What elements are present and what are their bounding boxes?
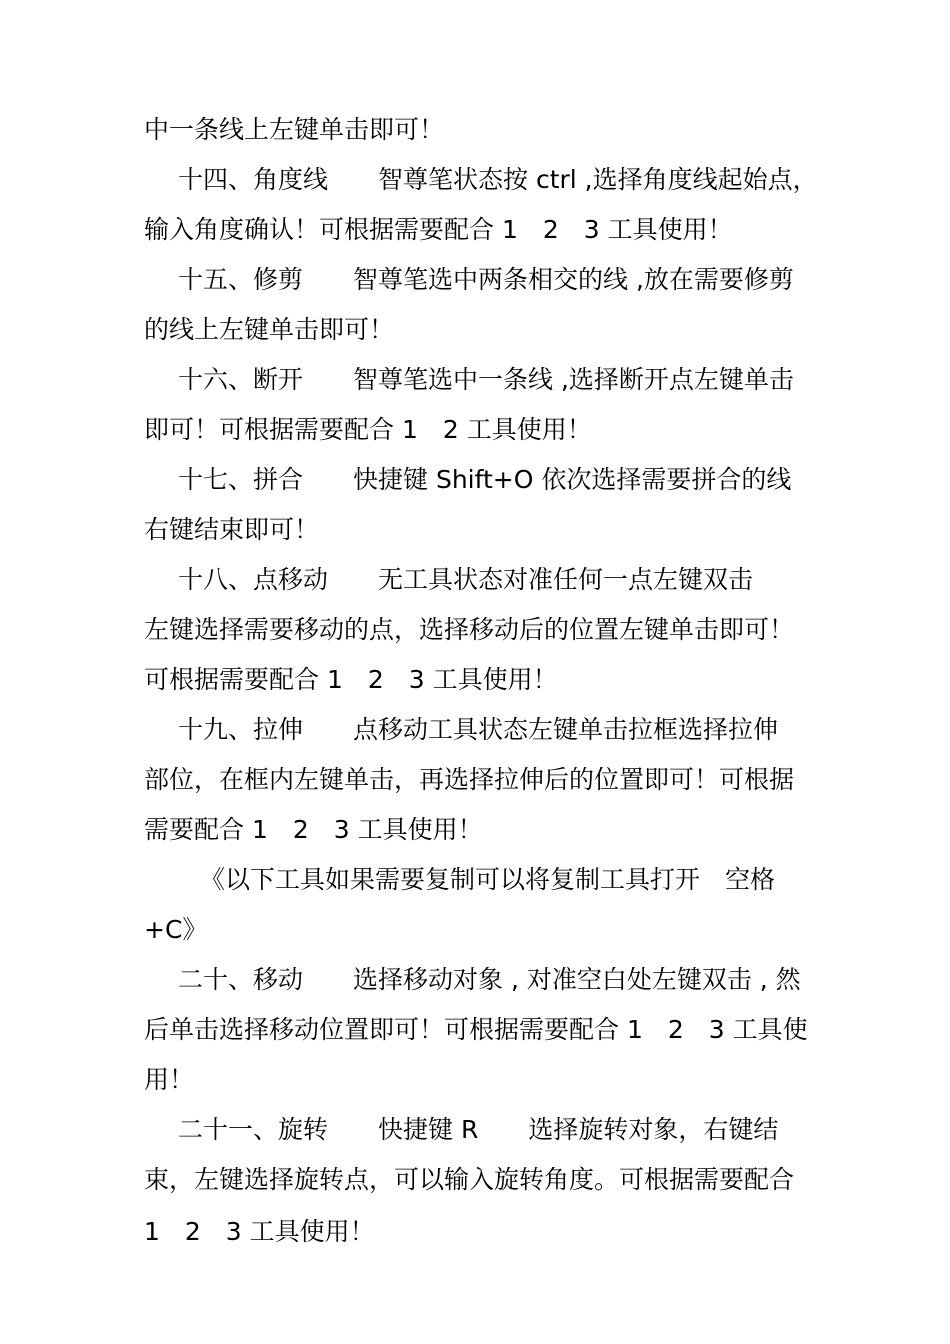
text-line: 即可！可根据需要配合 1 2 工具使用！: [144, 415, 592, 444]
text-line: 后单击选择移动位置即可！可根据需要配合 1 2 3 工具使: [144, 1015, 808, 1044]
text-line: +C》: [144, 915, 208, 944]
text-line: 1 2 3 工具使用！: [144, 1217, 375, 1246]
section-17-heading-line: 十七、拼合 快捷键 Shift+O 依次选择需要拼合的线: [178, 465, 792, 494]
section-14-heading-line: 十四、角度线 智尊笔状态按 ctrl ,选择角度线起始点，: [178, 165, 818, 194]
text-line: 需要配合 1 2 3 工具使用！: [144, 815, 483, 844]
text-line: 右键结束即可！: [144, 515, 320, 544]
text-line: 用！: [144, 1065, 195, 1094]
text-line: 的线上左键单击即可！: [144, 315, 395, 344]
section-15-heading-line: 十五、修剪 智尊笔选中两条相交的线 ,放在需要修剪: [178, 265, 794, 294]
section-18-heading-line: 十八、点移动 无工具状态对准任何一点左键双击: [178, 565, 754, 594]
text-line: 中一条线上左键单击即可！: [144, 115, 445, 144]
text-line: 输入角度确认！可根据需要配合 1 2 3 工具使用！: [144, 215, 733, 244]
section-19-heading-line: 十九、拉伸 点移动工具状态左键单击拉框选择拉伸: [178, 715, 779, 744]
text-line: 束，左键选择旋转点，可以输入旋转角度。可根据需要配合: [144, 1165, 795, 1194]
section-21-heading-line: 二十一、旋转 快捷键 R 选择旋转对象，右键结: [178, 1115, 779, 1144]
text-line: 可根据需要配合 1 2 3 工具使用！: [144, 665, 558, 694]
note-line: 《以下工具如果需要复制可以将复制工具打开 空格: [200, 865, 776, 894]
text-line: 部位，在框内左键单击，再选择拉伸后的位置即可！可根据: [144, 765, 795, 794]
text-line: 左键选择需要移动的点，选择移动后的位置左键单击即可！: [144, 615, 795, 644]
section-20-heading-line: 二十、移动 选择移动对象 , 对准空白处左键双击 , 然: [178, 965, 801, 994]
section-16-heading-line: 十六、断开 智尊笔选中一条线 ,选择断开点左键单击: [178, 365, 794, 394]
